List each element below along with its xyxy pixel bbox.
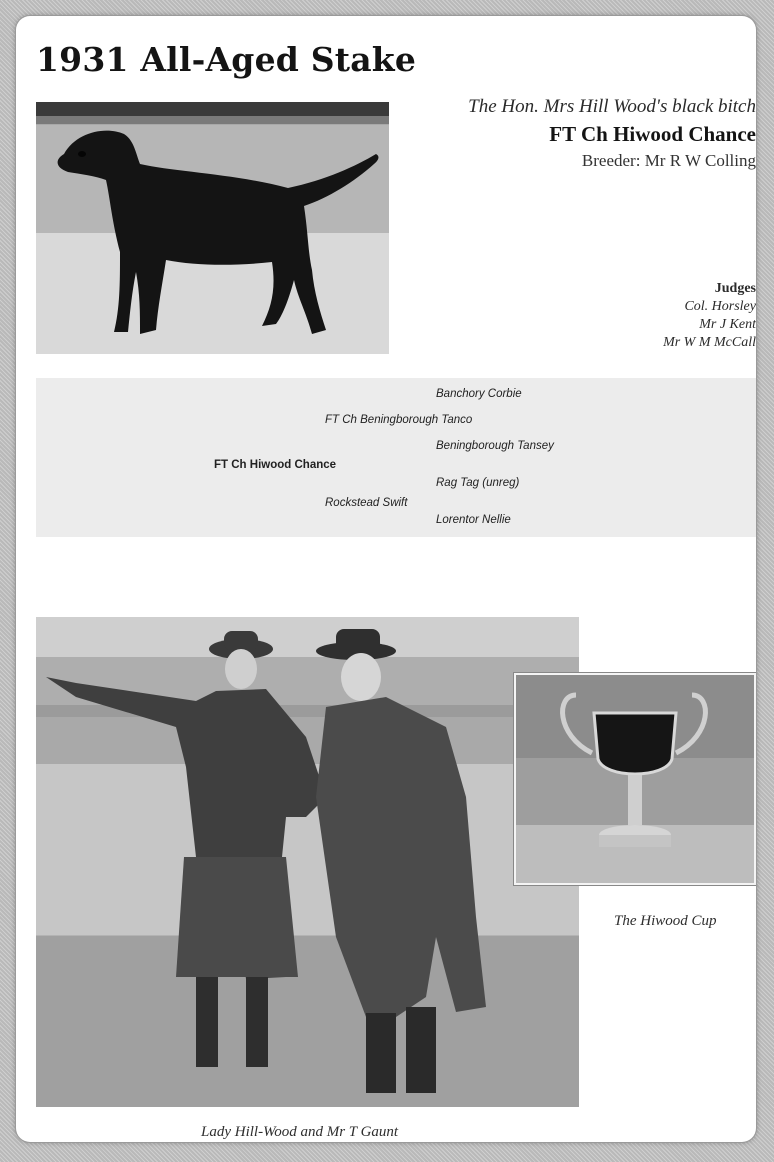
bracket-entry: FT Ch Beningborough Tanco <box>325 414 473 426</box>
winner-name: FT Ch Hiwood Chance <box>549 122 756 146</box>
bracket-winner: FT Ch Hiwood Chance <box>214 459 337 471</box>
results-bracket <box>36 378 756 537</box>
bracket-entry: Rag Tag (unreg) <box>436 477 520 489</box>
judge-name: Mr W M McCall <box>663 335 756 350</box>
bracket-entry: Beningborough Tansey <box>436 440 554 452</box>
two-people-figures <box>36 617 579 1107</box>
judges-list <box>556 281 756 351</box>
owner-block <box>396 96 756 171</box>
judges-heading: Judges <box>714 281 756 296</box>
cup-caption: The Hiwood Cup <box>614 913 717 929</box>
judge-name: Mr J Kent <box>699 317 756 332</box>
owner-line: The Hon. Mrs Hill Wood's black bitch <box>468 96 756 117</box>
bracket-entry: Rockstead Swift <box>325 497 408 509</box>
bracket-entry: Banchory Corbie <box>436 388 522 400</box>
bracket-entry: Lorentor Nellie <box>436 514 511 526</box>
page-title: 1931 All-Aged Stake <box>36 40 417 79</box>
trophy-cup-image <box>516 675 754 883</box>
cup-photo <box>514 673 756 885</box>
people-photo <box>36 617 579 1107</box>
labrador-photo <box>36 102 389 354</box>
book-page <box>16 16 756 1142</box>
judge-name: Col. Horsley <box>684 299 756 314</box>
black-dog-silhouette <box>36 102 389 354</box>
people-caption: Lady Hill-Wood and Mr T Gaunt <box>201 1124 399 1140</box>
breeder-line: Breeder: Mr R W Colling <box>581 151 756 170</box>
